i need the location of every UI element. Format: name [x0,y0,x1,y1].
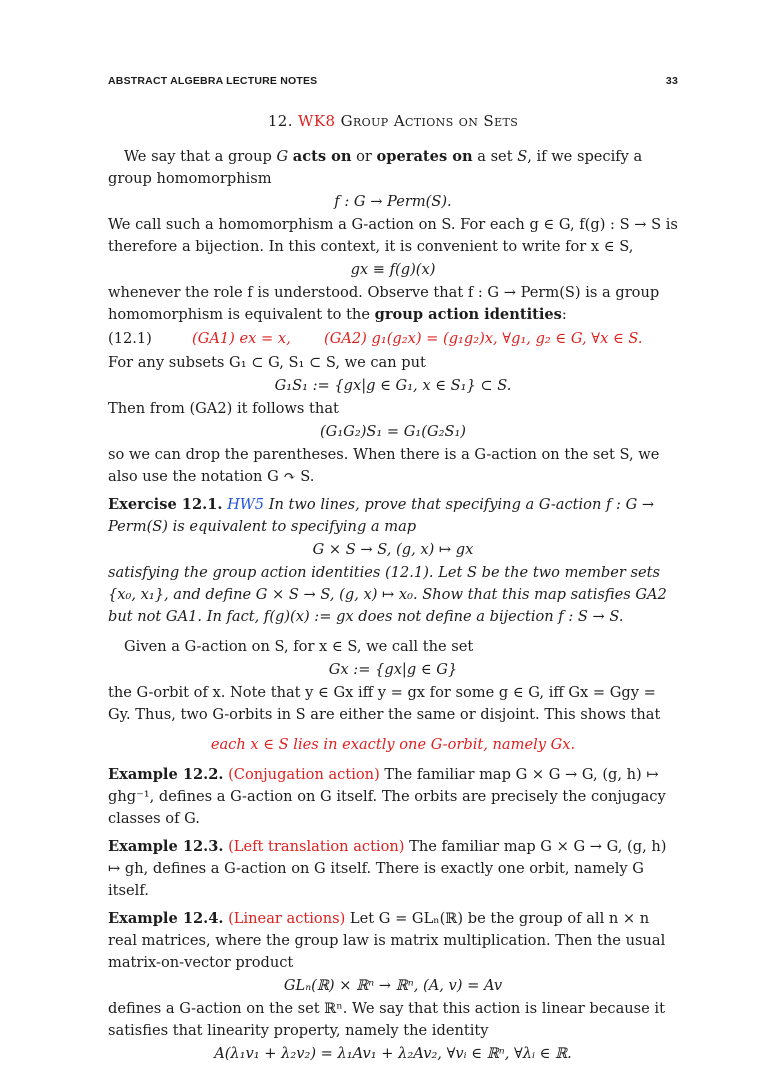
term-operates-on: operates on [376,148,473,165]
exercise-label: Exercise 12.1. [108,496,223,513]
example-label: Example 12.4. [108,910,224,927]
exercise-equation: G × S → S, (g, x) ↦ gx [312,541,474,558]
paragraph-ga2: Then from (GA2) it follows that [108,400,339,417]
exercise-12-1 [108,494,678,538]
example-text: Let G = GLₙ(ℝ) be the group of all n × n real matrices, where the group law is matrix multiplication. Then the usual matrix-on-vector product [108,910,666,971]
page [108,70,678,1066]
identity-ga2: (GA2) g₁(g₂x) = (g₁g₂)x, ∀g₁, g₂ ∈ G, ∀x ∈ S. [324,330,643,347]
math: G [276,148,289,165]
text: a set [472,148,518,165]
homework-tag: HW5 [227,496,265,513]
section-number: 12. [267,112,293,130]
paragraph-action: We call such a homomorphism a G-action on S. For each g ∈ G, f(g) : S → S is therefore a bijection. In this context, it is convenient to write for x ∈ S, [108,216,678,255]
section-title [108,110,678,132]
paragraph-definition [108,146,678,190]
text: or [351,148,377,165]
example-text: The familiar map G × G → G, (g, h) ↦ ghg⁻¹, defines a G-action on G itself. The orbits are precisely the conjugacy classes of G. [108,766,666,827]
section-week-tag: WK8 [298,112,336,130]
text: We say that a group [124,148,277,165]
text: : [561,306,567,323]
paragraph-subsets: For any subsets G₁ ⊂ G, S₁ ⊂ S, we can put [108,354,426,371]
paragraph-orbit-intro: Given a G-action on S, for x ∈ S, we call the set [124,638,474,655]
exercise-text-continued: satisfying the group action identities (12.1). Let S be the two member sets {x₀, x₁}, and define G × S → S, (g, x) ↦ x₀. Show that this map satisfies GA2 but not GA1. In fact, f(g)(x) := gx does not define a bijection f : S → S. [108,564,667,625]
paragraph-orbit: the G-orbit of x. Note that y ∈ Gx iff y = gx for some g ∈ G, iff Gx = Ggy = Gy. Thus, two G-orbits in S are either the same or disjoint. This shows that [108,684,661,723]
paragraph-identities [108,282,678,326]
equation-homomorphism: f : G → Perm(S). [334,193,452,210]
term-group-action-identities: group action identities [374,306,562,323]
equation-notation: gx ≡ f(g)(x) [350,261,436,278]
equation-subsets: G₁S₁ := {gx|g ∈ G₁, x ∈ S₁} ⊂ S. [274,377,512,394]
equation-linear-action: GLₙ(ℝ) × ℝⁿ → ℝⁿ, (A, v) = Av [283,977,503,994]
page-number: 33 [665,75,678,87]
text: , if we specify a group homomorphism [108,148,643,187]
math: S [517,148,528,165]
header-title: ABSTRACT ALGEBRA LECTURE NOTES [108,75,318,87]
equation-linearity: A(λ₁v₁ + λ₂v₂) = λ₁Av₁ + λ₂Av₂, ∀vᵢ ∈ ℝⁿ, ∀λᵢ ∈ ℝ. [214,1045,572,1062]
equation-orbit: Gx := {gx|g ∈ G} [328,661,458,678]
example-label: Example 12.2. [108,766,224,783]
example-text: The familiar map G × G → G, (g, h) ↦ gh, defines a G-action on G itself. There is exactly one orbit, namely G itself. [108,838,667,899]
section-name: Group Actions on Sets [340,112,519,130]
equation-12-1 [108,328,678,350]
example-tag: (Conjugation action) [228,766,380,783]
equation-number: (12.1) [108,330,152,347]
example-12-2 [108,764,678,830]
example-tag: (Linear actions) [228,910,346,927]
paragraph-notation: so we can drop the parentheses. When there is a G-action on the set S, we also use the notation G ↷ S. [108,446,660,485]
exercise-text: In two lines, prove that specifying a G-action f : G → Perm(S) is equivalent to specifying a map [108,496,655,535]
example-tag: (Left translation action) [228,838,405,855]
example-12-3 [108,836,678,902]
text: whenever the role f is understood. Observe that f : G → Perm(S) is a group homomorphism is equivalent to the [108,284,660,323]
identity-ga1: (GA1) ex = x, [192,330,291,347]
example-label: Example 12.3. [108,838,224,855]
term-acts-on: acts on [292,148,352,165]
equation-associativity: (G₁G₂)S₁ = G₁(G₂S₁) [319,423,466,440]
paragraph-linear: defines a G-action on the set ℝⁿ. We say that this action is linear because it satisfies that linearity property, namely the identity [108,1000,665,1039]
running-header [108,70,678,92]
orbit-highlight: each x ∈ S lies in exactly one G-orbit, namely Gx. [210,736,576,753]
example-12-4 [108,908,678,974]
